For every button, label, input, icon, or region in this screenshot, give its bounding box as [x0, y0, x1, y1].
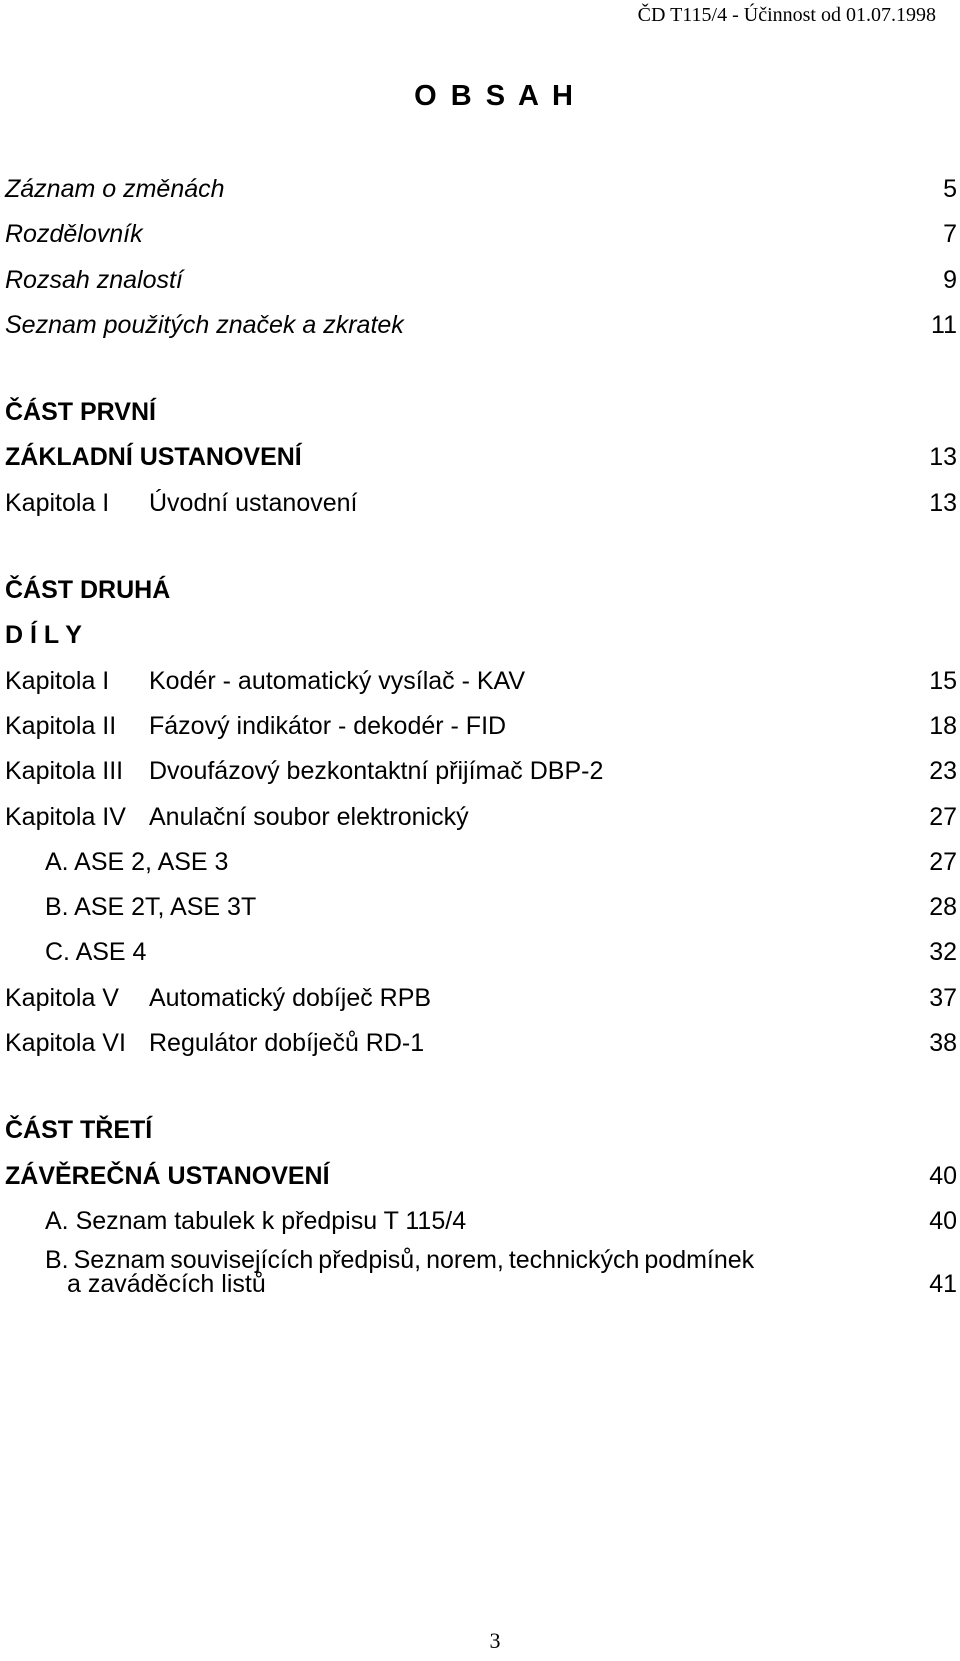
toc-entry-title: Rozsah znalostí: [5, 265, 183, 294]
toc-entry-page: 7: [943, 220, 957, 249]
chapter-label: Kapitola IV: [5, 802, 126, 831]
toc-subentry: [5, 843, 960, 888]
toc-entry-page: 32: [929, 938, 957, 967]
toc-entry: [5, 798, 960, 843]
spacer: [5, 351, 960, 393]
part-heading: [5, 1111, 960, 1156]
toc-entry-title: Rozdělovník: [5, 220, 143, 249]
chapter-title: Regulátor dobíječů RD-1: [149, 1029, 425, 1058]
chapter-title: Úvodní ustanovení: [149, 488, 358, 517]
toc-entry: [5, 752, 960, 797]
toc-entry-page: 5: [943, 175, 957, 203]
toc-entry-page: 9: [943, 265, 957, 294]
part-2-heading: ČÁST DRUHÁ: [5, 576, 171, 605]
toc-entry-page: 28: [929, 893, 957, 922]
chapter-label: Kapitola II: [5, 711, 117, 740]
toc-entry-page: 41: [929, 1270, 957, 1299]
page-title: O B S A H: [414, 80, 576, 112]
toc-entry-page: 27: [929, 802, 957, 831]
chapter-label: Kapitola I: [5, 488, 110, 517]
subentry-title: A. ASE 2, ASE 3: [45, 847, 229, 876]
toc-entry-page: 23: [929, 757, 957, 786]
toc-entry: [5, 1024, 960, 1069]
part-heading: [5, 393, 960, 438]
toc-entry: [5, 979, 960, 1024]
part-1-heading: ČÁST PRVNÍ: [5, 398, 156, 427]
chapter-label: Kapitola III: [5, 757, 124, 786]
toc-entry-page: 13: [929, 488, 957, 517]
part-subheading: [5, 1157, 960, 1202]
toc-entry: [5, 707, 960, 752]
chapter-label: Kapitola V: [5, 983, 119, 1012]
part-3-heading: ČÁST TŘETÍ: [5, 1116, 153, 1145]
toc-entry-page: 18: [929, 711, 957, 740]
chapter-title: Fázový indikátor - dekodér - FID: [149, 711, 507, 740]
toc-entry-title: Záznam o změnách: [5, 175, 225, 203]
toc-subentry: [5, 1247, 960, 1307]
toc-entry-page: 11: [931, 310, 957, 339]
toc-entry: [5, 484, 960, 529]
part-2-subheading: D Í L Y: [5, 621, 82, 650]
toc-entry-page: 37: [929, 983, 957, 1012]
toc-entry-page: 27: [929, 847, 957, 876]
chapter-title: Kodér - automatický vysílač - KAV: [149, 666, 526, 695]
spacer: [5, 529, 960, 571]
subentry-title: A. Seznam tabulek k předpisu T 115/4: [45, 1206, 467, 1235]
toc-entry-page: 40: [929, 1161, 957, 1190]
toc-entry: [5, 662, 960, 707]
document-header: ČD T115/4 - Účinnost od 01.07.1998: [637, 4, 936, 26]
subentry-title: B. ASE 2T, ASE 3T: [45, 893, 257, 922]
part-3-subheading: ZÁVĚREČNÁ USTANOVENÍ: [5, 1161, 330, 1190]
part-heading: [5, 571, 960, 616]
chapter-title: Dvoufázový bezkontaktní přijímač DBP-2: [149, 757, 604, 786]
toc-entry: [5, 306, 960, 351]
spacer: [5, 1069, 960, 1111]
chapter-label: Kapitola VI: [5, 1029, 126, 1058]
chapter-title: Anulační soubor elektronický: [149, 802, 469, 831]
part-subheading: [5, 616, 960, 661]
toc-entry-page: 38: [929, 1029, 957, 1058]
page-number: 3: [489, 1628, 501, 1653]
toc-entry: [5, 215, 960, 260]
chapter-label: Kapitola I: [5, 666, 110, 695]
toc-entry: [5, 170, 960, 215]
subentry-title: C. ASE 4: [45, 938, 147, 967]
table-of-contents: [5, 170, 960, 1307]
toc-subentry: [5, 888, 960, 933]
toc-entry: [5, 261, 960, 306]
toc-entry-page: 15: [929, 666, 957, 695]
subentry-title-continued: a zaváděcích listů: [67, 1270, 266, 1299]
toc-subentry: [5, 933, 960, 978]
chapter-title: Automatický dobíječ RPB: [149, 983, 432, 1012]
toc-entry-page: 40: [929, 1206, 957, 1235]
subentry-title: B. Seznam souvisejících předpisů, norem, technických podmínek: [45, 1246, 755, 1275]
part-subheading: [5, 438, 960, 483]
toc-entry-page: 13: [929, 443, 957, 472]
toc-entry-title: Seznam použitých značek a zkratek: [5, 310, 404, 339]
part-1-subheading: ZÁKLADNÍ USTANOVENÍ: [5, 443, 302, 472]
